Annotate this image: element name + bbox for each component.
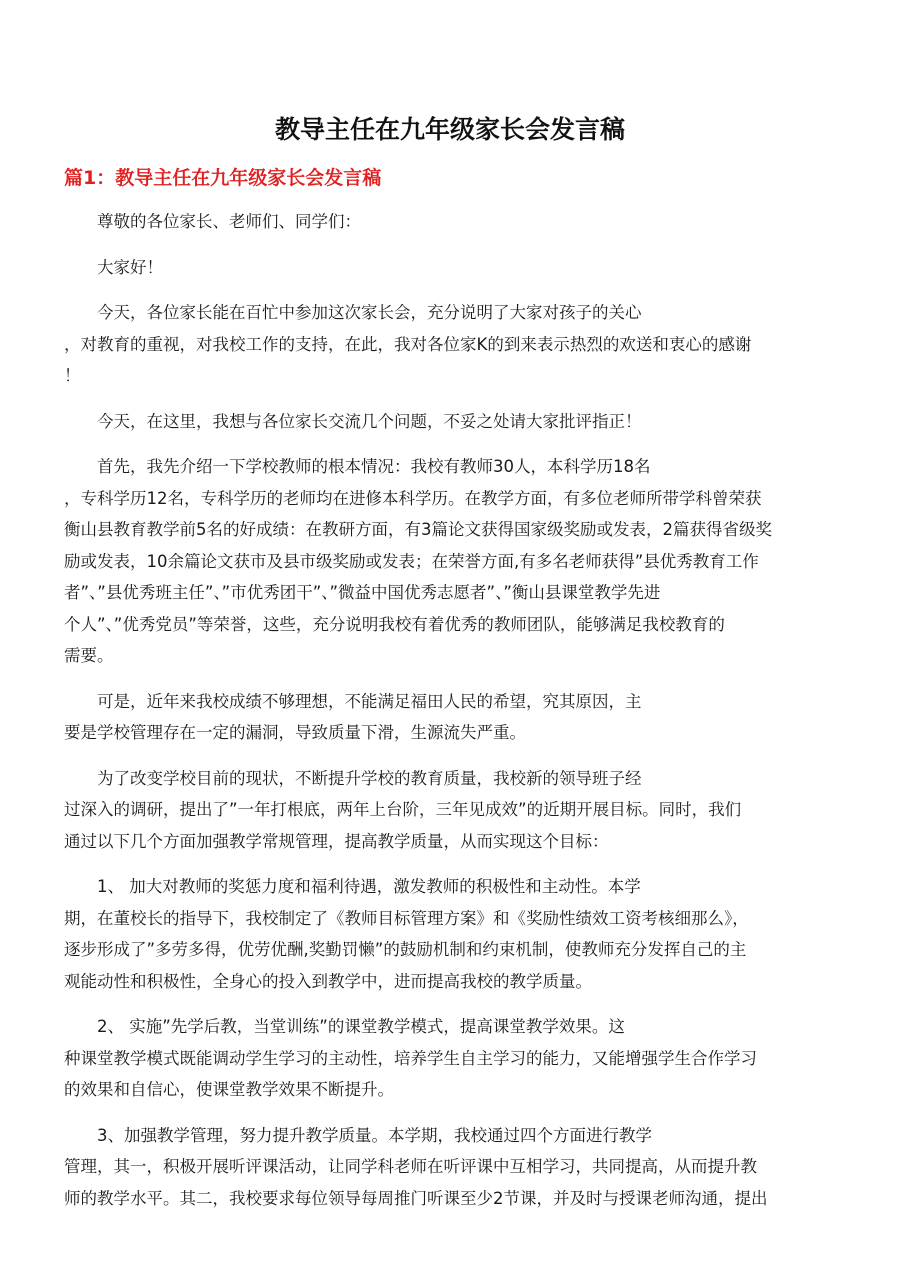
paragraph [64, 297, 836, 392]
paragraph [64, 451, 836, 672]
paragraph-line: 首先，我先介绍一下学校教师的根本情况：我校有教师30人，本科学历18名 [97, 457, 651, 476]
paragraph-line: 通过以下几个方面加强教学常规管理，提高教学质量，从而实现这个目标： [64, 831, 609, 851]
paragraph-line: ，专科学历12名，专科学历的老师均在进修本科学历。在教学方面，有多位老师所带学科曾荣获 [64, 488, 762, 508]
paragraph-line: 师的教学水平。其二，我校要求每位领导每周推门听课至少2节课，并及时与授课老师沟通，提出 [64, 1188, 768, 1208]
paragraph-line: 逐步形成了”多劳多得，优劳优酬,奖勤罚懒”的鼓励机制和约束机制，使教师充分发挥自己的主 [64, 940, 747, 959]
paragraph-line: 2、 实施”先学后教，当堂训练”的课堂教学模式，提高课堂教学效果。这 [97, 1017, 625, 1036]
paragraph [64, 871, 836, 997]
paragraph-line: 过深入的调研，提出了”一年打根底，两年上台阶，三年见成效”的近期开展目标。同时，我们 [64, 800, 742, 819]
paragraph-line: 为了改变学校目前的现状，不断提升学校的教育质量，我校新的领导班子经 [97, 768, 642, 788]
document-body [64, 206, 836, 1214]
paragraph-line: ！ [64, 366, 81, 385]
paragraph-line: 可是，近年来我校成绩不够理想，不能满足福田人民的希望，究其原因，主 [97, 691, 642, 711]
paragraph-line: 的效果和自信心，使课堂教学效果不断提升。 [64, 1080, 394, 1099]
paragraph [64, 206, 836, 238]
paragraph [64, 763, 836, 858]
paragraph-line: 今天，各位家长能在百忙中参加这次家长会，充分说明了大家对孩子的关心 [97, 303, 642, 322]
paragraph-line: ，对教育的重视，对我校工作的支持，在此，我对各位家K的到来表示热烈的欢送和衷心的感谢 [64, 334, 752, 354]
paragraph-line: 个人”、”优秀党员”等荣誉，这些，充分说明我校有着优秀的教师团队，能够满足我校教育的 [64, 614, 725, 634]
paragraph-line: 励或发表，10余篇论文获市及县市级奖励或发表；在荣誉方面,有多名老师获得”县优秀教育工作 [64, 551, 759, 571]
paragraph [64, 1120, 836, 1215]
paragraph-line: 观能动性和积极性，全身心的投入到教学中，进而提高我校的教学质量。 [64, 971, 592, 991]
paragraph-line: 1、 加大对教师的奖惩力度和福利待遇，激发教师的积极性和主动性。本学 [97, 877, 641, 896]
paragraph-line: 者”、”县优秀班主任”、”市优秀团干”、”微益中国优秀志愿者”、”衡山县课堂教学先进 [64, 583, 661, 602]
paragraph-line: 要是学校管理存在一定的漏洞，导致质量下滑，生源流失严重。 [64, 723, 526, 742]
paragraph-line: 大家好！ [97, 257, 163, 277]
section-heading: 篇1：教导主任在九年级家长会发言稿 [64, 167, 382, 189]
paragraph [64, 252, 836, 284]
paragraph-line: 今天，在这里，我想与各位家长交流几个问题，不妥之处请大家批评指正！ [97, 411, 642, 431]
document-title: 教导主任在九年级家长会发言稿 [274, 115, 625, 144]
paragraph-line: 需要。 [64, 646, 114, 665]
paragraph-line: 衡山县教育教学前5名的好成绩：在教研方面，有3篇论文获得国家级奖励或发表，2篇获得省级奖 [64, 520, 772, 539]
paragraph [64, 686, 836, 749]
paragraph [64, 1011, 836, 1106]
paragraph-line: 管理，其一，积极开展听评课活动，让同学科老师在听评课中互相学习，共同提高，从而提升教 [64, 1157, 757, 1176]
paragraph-line: 3、加强教学管理，努力提升教学质量。本学期，我校通过四个方面进行教学 [97, 1125, 652, 1145]
paragraph [64, 406, 836, 438]
paragraph-line: 种课堂教学模式既能调动学生学习的主动性，培养学生自主学习的能力，又能增强学生合作学习 [64, 1048, 757, 1068]
paragraph-line: 期，在董校长的指导下，我校制定了《教师目标管理方案》和《奖励性绩效工资考核细那么》， [64, 908, 749, 928]
paragraph-line: 尊敬的各位家长、老师们、同学们： [97, 212, 361, 231]
